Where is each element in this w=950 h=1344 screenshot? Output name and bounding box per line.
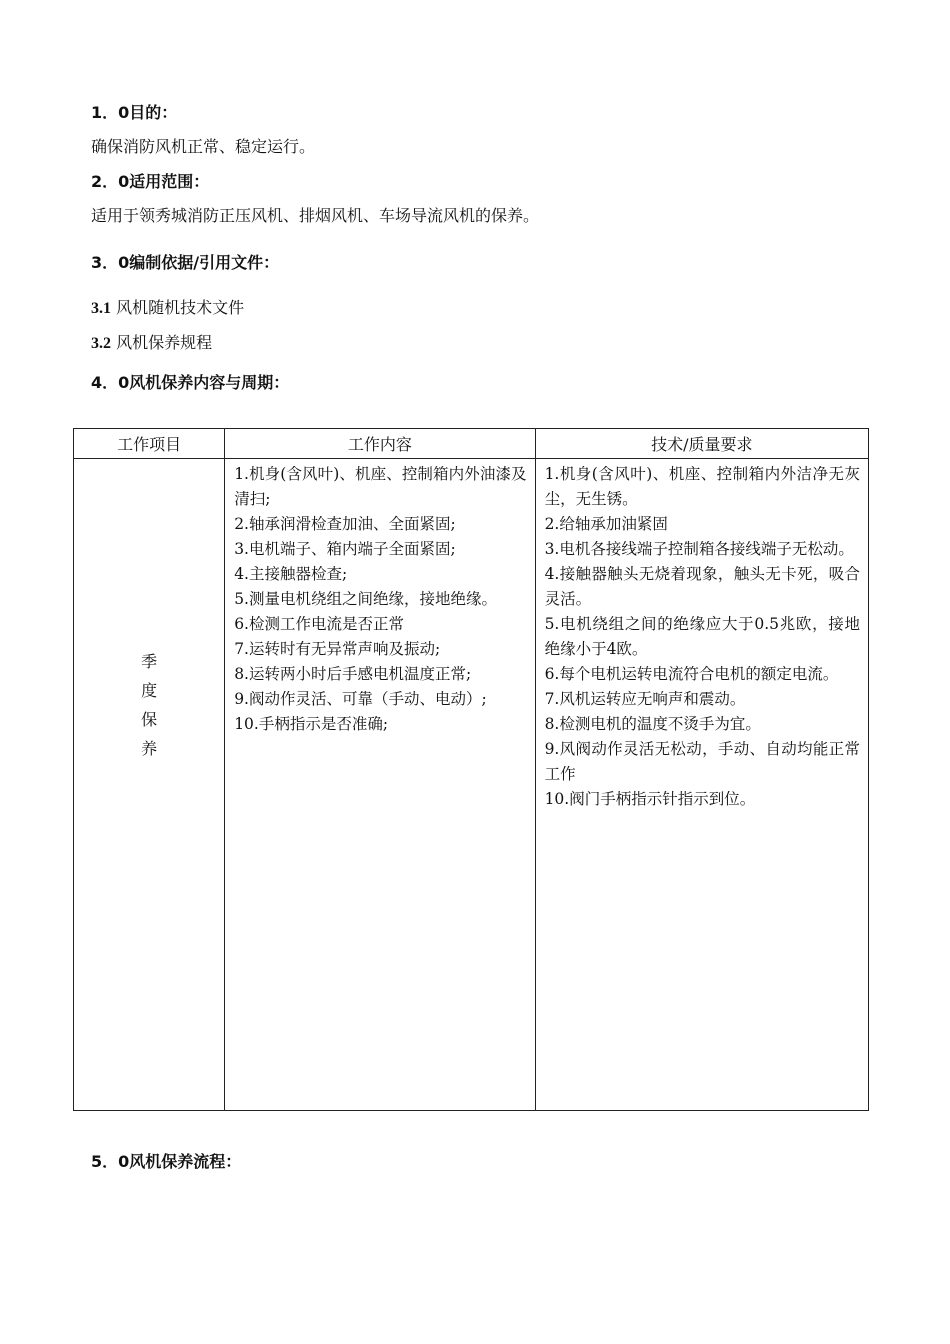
section-4-heading: 4．0风机保养内容与周期： bbox=[91, 373, 290, 392]
requirements-cell bbox=[535, 459, 868, 1111]
list-item: 3.电机端子、箱内端子全面紧固; bbox=[234, 540, 456, 558]
list-item: 6.检测工作电流是否正常 bbox=[234, 615, 404, 633]
section-2-text: 适用于领秀城消防正压风机、排烟风机、车场导流风机的保养。 bbox=[91, 206, 540, 225]
list-item: 8.运转两小时后手感电机温度正常; bbox=[234, 665, 472, 683]
list-item: 4.接触器触头无烧着现象，触头无卡死，吸合灵活。 bbox=[544, 565, 860, 608]
list-item: 7.运转时有无异常声响及振动; bbox=[234, 640, 441, 658]
list-item: 8.检测电机的温度不烫手为宜。 bbox=[544, 715, 761, 733]
work-content-list bbox=[225, 459, 534, 737]
work-item-char: 养 bbox=[141, 739, 158, 758]
list-item: 2.轴承润滑检查加油、全面紧固; bbox=[234, 515, 456, 533]
section-3-heading: 3．0编制依据/引用文件： bbox=[91, 253, 280, 272]
reference-text: 风机保养规程 bbox=[116, 333, 213, 352]
table-row bbox=[74, 459, 869, 1111]
reference-number: 3.2 bbox=[91, 335, 111, 352]
work-content-cell bbox=[225, 459, 535, 1111]
work-item-char: 季 bbox=[141, 652, 158, 671]
header-work-content: 工作内容 bbox=[225, 429, 535, 459]
header-requirements: 技术/质量要求 bbox=[535, 429, 868, 459]
reference-number: 3.1 bbox=[91, 300, 111, 317]
reference-item bbox=[91, 333, 212, 354]
table-header-row bbox=[74, 429, 869, 459]
section-5-heading: 5．0风机保养流程： bbox=[91, 1152, 242, 1171]
list-item: 3.电机各接线端子控制箱各接线端子无松动。 bbox=[544, 540, 854, 558]
maintenance-table bbox=[73, 428, 869, 1111]
list-item: 1.机身(含风叶)、机座、控制箱内外油漆及清扫; bbox=[234, 465, 527, 508]
section-2-heading: 2．0适用范围： bbox=[91, 172, 210, 191]
list-item: 2.给轴承加油紧固 bbox=[544, 515, 668, 533]
reference-item bbox=[91, 298, 244, 319]
list-item: 1.机身(含风叶)、机座、控制箱内外洁净无灰尘，无生锈。 bbox=[544, 465, 860, 508]
list-item: 10.手柄指示是否准确; bbox=[234, 715, 389, 733]
section-1-text: 确保消防风机正常、稳定运行。 bbox=[91, 137, 316, 156]
list-item: 9.阀动作灵活、可靠（手动、电动）; bbox=[234, 690, 487, 708]
list-item: 6.每个电机运转电流符合电机的额定电流。 bbox=[544, 665, 839, 683]
list-item: 9.风阀动作灵活无松动，手动、自动均能正常工作 bbox=[544, 740, 860, 783]
list-item: 5.测量电机绕组之间绝缘，接地绝缘。 bbox=[234, 590, 497, 608]
work-item-char: 保 bbox=[141, 710, 158, 729]
section-1-heading: 1．0目的： bbox=[91, 103, 178, 122]
list-item: 5.电机绕组之间的绝缘应大于0.5兆欧，接地绝缘小于4欧。 bbox=[544, 615, 860, 658]
work-item-label bbox=[74, 647, 224, 763]
reference-text: 风机随机技术文件 bbox=[116, 298, 245, 317]
work-item-cell bbox=[74, 459, 225, 1111]
list-item: 7.风机运转应无响声和震动。 bbox=[544, 690, 746, 708]
header-work-item: 工作项目 bbox=[74, 429, 225, 459]
requirements-list bbox=[536, 459, 868, 812]
list-item: 10.阀门手柄指示针指示到位。 bbox=[544, 790, 756, 808]
work-item-char: 度 bbox=[141, 681, 158, 700]
list-item: 4.主接触器检查; bbox=[234, 565, 348, 583]
